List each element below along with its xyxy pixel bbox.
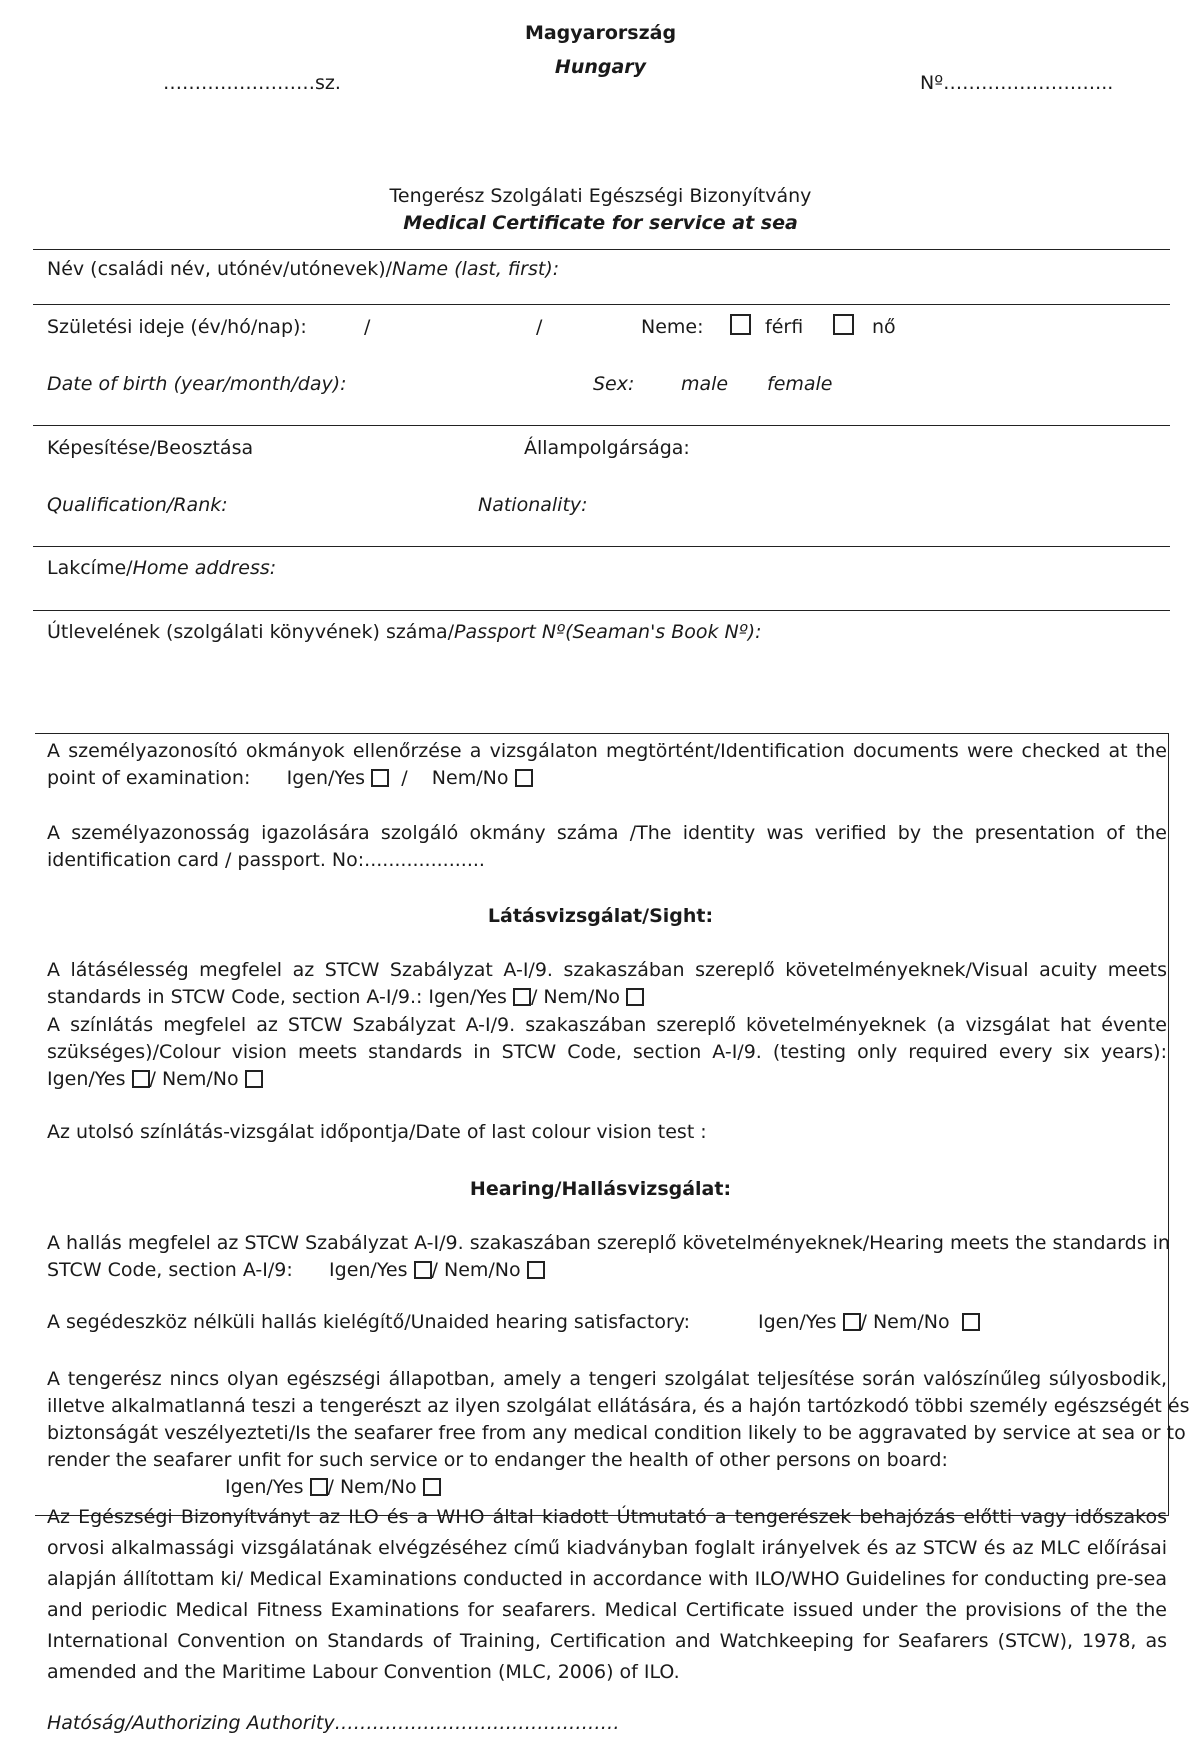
unaided-no-checkbox[interactable] xyxy=(962,1313,980,1331)
hearing-heading: Hearing/Hallásvizsgálat: xyxy=(469,1178,732,1200)
identification-yes-checkbox[interactable] xyxy=(371,769,389,787)
sex-label-hu: Neme: xyxy=(641,316,704,338)
divider xyxy=(33,425,1170,426)
left-number-field[interactable]: ……………………sz. xyxy=(163,72,341,94)
passport-label: Útlevelének (szolgálati könyvének) száma/Passport Nº(Seaman's Book Nº): xyxy=(47,621,762,643)
sex-label-en: Sex: xyxy=(593,373,635,395)
identification-no-checkbox[interactable] xyxy=(515,769,533,787)
country-hu: Magyarország xyxy=(524,22,677,44)
female-label-hu: nő xyxy=(872,316,896,338)
sight-heading: Látásvizsgálat/Sight: xyxy=(487,905,714,927)
last-colour-test-label: Az utolsó színlátás-vizsgálat időpontja/Date of last colour vision test : xyxy=(47,1121,707,1143)
acuity-yes-checkbox[interactable] xyxy=(513,988,531,1006)
unaided-hearing-label: A segédeszköz nélküli hallás kielégítő/Unaided hearing satisfactory: xyxy=(47,1311,691,1333)
colour-no-checkbox[interactable] xyxy=(245,1070,263,1088)
authority-field[interactable]: Hatóság/Authorizing Authority……………………………………… xyxy=(47,1712,620,1734)
title-en: Medical Certificate for service at sea xyxy=(403,212,798,234)
male-label-en: male xyxy=(681,373,729,395)
qualification-label-hu: Képesítése/Beosztása xyxy=(47,437,254,459)
acuity-no-checkbox[interactable] xyxy=(626,988,644,1006)
nationality-label-en: Nationality: xyxy=(478,494,588,516)
qualification-label-en: Qualification/Rank: xyxy=(47,494,228,516)
birth-label-en: Date of birth (year/month/day): xyxy=(47,373,347,395)
male-label-hu: férfi xyxy=(765,316,804,338)
divider xyxy=(33,304,1170,305)
country-en: Hungary xyxy=(554,56,647,78)
unaided-hearing-options: Igen/Yes / Nem/No xyxy=(758,1311,980,1333)
nationality-label-hu: Állampolgársága: xyxy=(524,437,690,459)
divider xyxy=(33,249,1170,250)
visual-acuity-paragraph: A látásélesség megfelel az STCW Szabályzat A-I/9. szakaszában szereplő követelményeknek/Visual acuity meets standards in STCW Code, section A-I/9.: Igen/Yes / Nem/No xyxy=(47,959,1167,1008)
hearing-yes-checkbox[interactable] xyxy=(414,1261,432,1279)
female-label-en: female xyxy=(767,373,833,395)
divider xyxy=(33,610,1170,611)
fitness-yes-checkbox[interactable] xyxy=(310,1478,328,1496)
hearing-paragraph: A hallás megfelel az STCW Szabályzat A-I/9. szakaszában szereplő követelményeknek/Hearing meets the standards in STCW Code, section A-I/9: Igen/Yes / Nem/No xyxy=(47,1232,1170,1281)
birth-separator: / xyxy=(364,316,371,338)
fitness-options: Igen/Yes / Nem/No xyxy=(225,1476,441,1498)
issued-paragraph: Az Egészségi Bizonyítványt az ILO és a WHO által kiadott Útmutató a tengerészek behajózás előtti vagy időszakos orvosi alkalmassági vizsgálatának elvégzéséhez című kiadványban foglalt irányelvek és az STCW és az MLC előírásai alapján állítottam ki/ Medical Examinations conducted in accordance with ILO/WHO Guidelines for conducting pre-sea and periodic Medical Fitness Examinations for seafarers. Medical Certificate issued under the provisions of the the International Convention on Standards of Training, Certification and Watchkeeping for Seafarers (STCW), 1978, as amended and the Maritime Labour Convention (MLC, 2006) of ILO. xyxy=(47,1506,1167,1683)
birth-label-hu: Születési ideje (év/hó/nap): xyxy=(47,316,307,338)
unaided-yes-checkbox[interactable] xyxy=(843,1313,861,1331)
birth-separator: / xyxy=(536,316,543,338)
colour-yes-checkbox[interactable] xyxy=(132,1070,150,1088)
identification-paragraph: A személyazonosító okmányok ellenőrzése a vizsgálaton megtörtént/Identification documents were checked at the point of examination: Igen/Yes / Nem/No xyxy=(47,740,1167,789)
divider xyxy=(33,546,1170,547)
colour-vision-paragraph: A színlátás megfelel az STCW Szabályzat A-I/9. szakaszában szereplő követelményeknek (a vizsgálat hat évente szükséges)/Colour vision meets standards in STCW Code, section A-I/9. (testing only required every six years): Igen/Yes / Nem/No xyxy=(47,1014,1167,1090)
female-checkbox[interactable] xyxy=(833,314,854,337)
hearing-no-checkbox[interactable] xyxy=(527,1261,545,1279)
fitness-paragraph: A tengerész nincs olyan egészségi állapotban, amely a tengeri szolgálat teljesítése során valószínűleg súlyosbodik, illetve alkalmatlanná teszi a tengerészt az ilyen szolgálat ellátására, és a hajón tartózkodó többi személy egészségét és biztonságát veszélyezteti/Is the seafarer free from any medical condition likely to be aggravated by service at sea or to render the seafarer unfit for such service or to endanger the health of other persons on board: xyxy=(47,1368,1190,1471)
male-checkbox[interactable] xyxy=(730,314,751,337)
name-label: Név (családi név, utónév/utónevek)/Name (last, first): xyxy=(47,258,560,280)
right-number-field[interactable]: Nº……………………... xyxy=(920,72,1114,94)
title-hu: Tengerész Szolgálati Egészségi Bizonyítvány xyxy=(389,185,812,207)
identity-paragraph: A személyazonosság igazolására szolgáló okmány száma /The identity was verified by the presentation of the identification card / passport. No:.................... xyxy=(47,822,1167,871)
address-label: Lakcíme/Home address: xyxy=(47,557,277,579)
fitness-no-checkbox[interactable] xyxy=(423,1478,441,1496)
